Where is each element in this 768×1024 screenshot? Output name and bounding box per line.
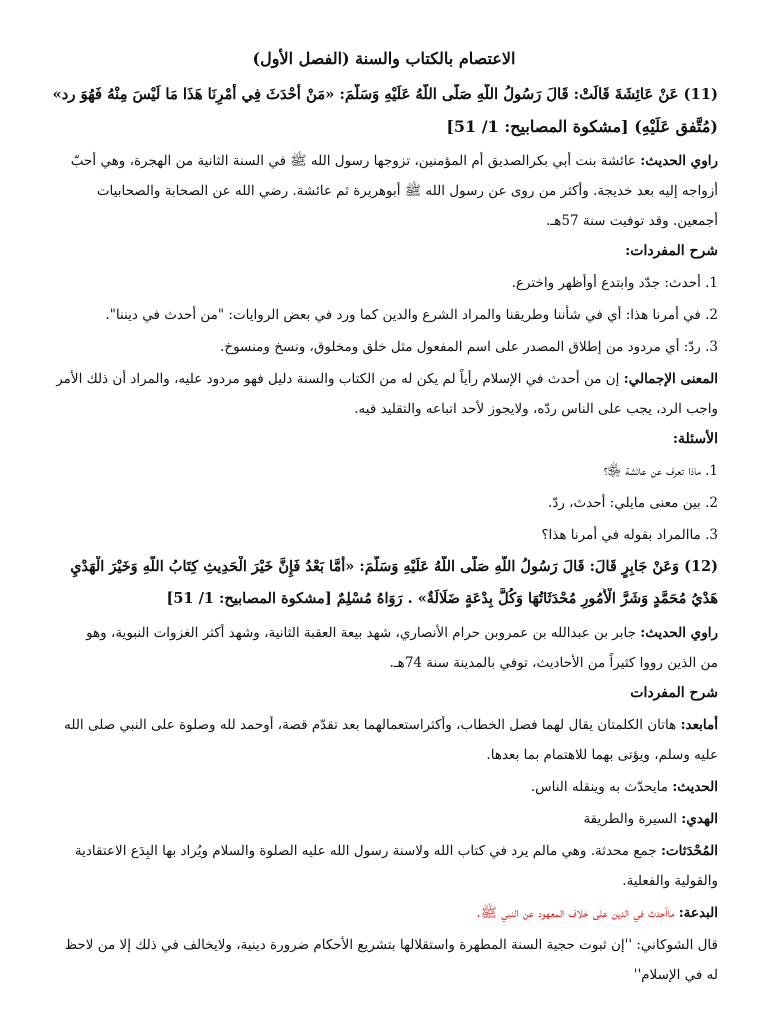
muhdathat-line-1 [50, 840, 718, 862]
narrator-1-line-1 [50, 150, 718, 172]
question-1: 1. ماذا تعرف عن عائشة ﵂؟ [603, 463, 718, 479]
summary-line-1 [50, 368, 718, 390]
shawkani-quote-line-2: له في الإسلام'' [633, 967, 718, 983]
narrator-2-text: جابر بن عبدالله بن عمروبن حرام الأنصاري، شهد بيعة العقبة الثانية، وشهد أكثر الغزوات النبوية، وهو [86, 625, 636, 641]
narrator-1-label: راوي الحديث: [640, 153, 718, 169]
huda-definition [50, 808, 718, 830]
narrator-2-line-2: من الذين رووا كثيراً من الأحاديث، توفي بالمدينة سنة 74هـ. [389, 655, 718, 671]
amma-label: أمابعد: [680, 717, 718, 733]
amma-line-2: عليه وسلم، ويؤتى بهما للاهتمام بما بعدها. [486, 747, 718, 763]
questions-heading: الأسئلة: [672, 431, 718, 447]
summary-label: المعنى الإجمالي: [623, 371, 718, 387]
hadith-12-line-1: (12) وَعَنْ جَابِرٍ قَالَ: قَالَ رَسُولُ اللَّهِ صَلَّى اللَّهُ عَلَيْهِ وَسَلَّمَ: «أَمَّا بَعْدُ فَإِنَّ خَيْرَ الْحَدِيثِ كِتَابُ اللَّهِ وَخَيْرَ الْهَدْيِ [70, 558, 718, 575]
muhdathat-line-2: والقولية والفعلية. [622, 873, 718, 889]
hadith-definition-text: مايحدّث به وينقله الناس. [530, 779, 669, 795]
muhdathat-label: المُحْدَثات: [660, 843, 718, 859]
amma-text: هاتان الكلمتان يقال لهما فصل الخطاب، وأكثراستعمالهما بعد تقدّم قصة، أوحمد لله وصلوة على النبي صلى الله [64, 717, 677, 733]
vocab-heading-2: شرح المفردات [630, 685, 718, 701]
narrator-1-line-2: أزواجه إليه بعد خديجة. وأكثر من روى عن رسول الله ﷺ أبوهريرة ثم عائشة. رضي الله عن الصحابة والصحابيات [96, 183, 718, 199]
hadith-label: الحديث: [672, 779, 718, 795]
vocab-item-1: 1. أحدث: جدّد وابتدع أوأظهر واخترع. [511, 275, 718, 291]
hadith-11-line-2: (مُتَّفق عَلَيْهِ) [مشكوة المصابيح: 1/ 51] [446, 117, 718, 136]
hadith-11-line-1: (11) عَنْ عَائِشَةَ قَالَتْ: قَالَ رَسُولُ اللَّهِ صَلَّى اللَّهُ عَلَيْهِ وَسَلَّمَ: «مَنْ أَحْدَثَ فِي أَمْرِنَا هَذَا مَا لَيْسَ مِنْهُ فَهُوَ رد» [52, 86, 718, 103]
shawkani-quote-line-1: قال الشوكاني: ''إن ثبوت حجية السنة المطهرة واستقلالها بتشريع الأحكام ضرورة دينية، ولايخالف في ذلك إلا من لاحظ [64, 937, 718, 953]
vocab-heading-1: شرح المفردات: [625, 243, 718, 259]
narrator-2-line-1 [50, 622, 718, 644]
summary-text: إن من أحدث في الإسلام رأياً لم يكن له من الكتاب والسنة دليل فهو مردود عليه، والمراد أن ذلك الأمر [56, 371, 620, 387]
amma-line-1 [50, 714, 718, 736]
hadith-definition [50, 776, 718, 798]
muhdathat-text: جمع محدثة. وهي مالم يرد في كتاب الله ولاسنة رسول الله عليه الصلوة والسلام ويُراد بها البِدَع الاعتقادية [74, 843, 657, 859]
huda-definition-text: السيرة والطريقة [583, 811, 677, 827]
narrator-1-text: عائشة بنت أبي بكرالصديق أم المؤمنين، تزوجها رسول الله ﷺ في السنة الثانية من الهجرة، وهي أحبّ [70, 153, 636, 169]
summary-line-2: واجب الرد، يجب على الناس ردّه، ولايجوز لأحد اتباعه والتقليد فيه. [354, 401, 718, 417]
bida-definition-text: ماأحدث في الدين على خلاف المعهود عن النبي ﷺ. [476, 905, 675, 921]
narrator-1-line-3: أجمعين. وقد توفيت سنة 57هـ. [546, 213, 718, 229]
bida-label: البدعة: [678, 905, 718, 921]
hadith-12-line-2: هَدْيُ مُحَمَّدٍ وَشَرَّ الْأُمُورِ مُحْدَثَاتُهَا وَكُلَّ بِدْعَةٍ ضَلَالَةٌ» . رَوَاهُ مُسْلِمٌ [مشكوة المصابيح: 1/ 51] [166, 590, 718, 607]
question-2: 2. بين معنى مايلي: أحدث، ردّ. [548, 495, 718, 511]
bida-definition [50, 902, 718, 924]
vocab-item-2: 2. في أمرنا هذا: أي في شأننا وطريقنا والمراد الشرع والدين كما ورد في بعض الروايات: "من أحدث في ديننا". [105, 307, 718, 323]
narrator-2-label: راوي الحديث: [640, 625, 718, 641]
huda-label: الهدي: [681, 811, 718, 827]
vocab-item-3: 3. ردّ: أي مردود من إطلاق المصدر على اسم المفعول مثل خلق ومخلوق، ونسخ ومنسوخ. [220, 339, 718, 355]
question-3: 3. ماالمراد بقوله في أمرنا هذا؟ [541, 527, 718, 543]
chapter-title: الاعتصام بالكتاب والسنة (الفصل الأول) [252, 49, 516, 68]
